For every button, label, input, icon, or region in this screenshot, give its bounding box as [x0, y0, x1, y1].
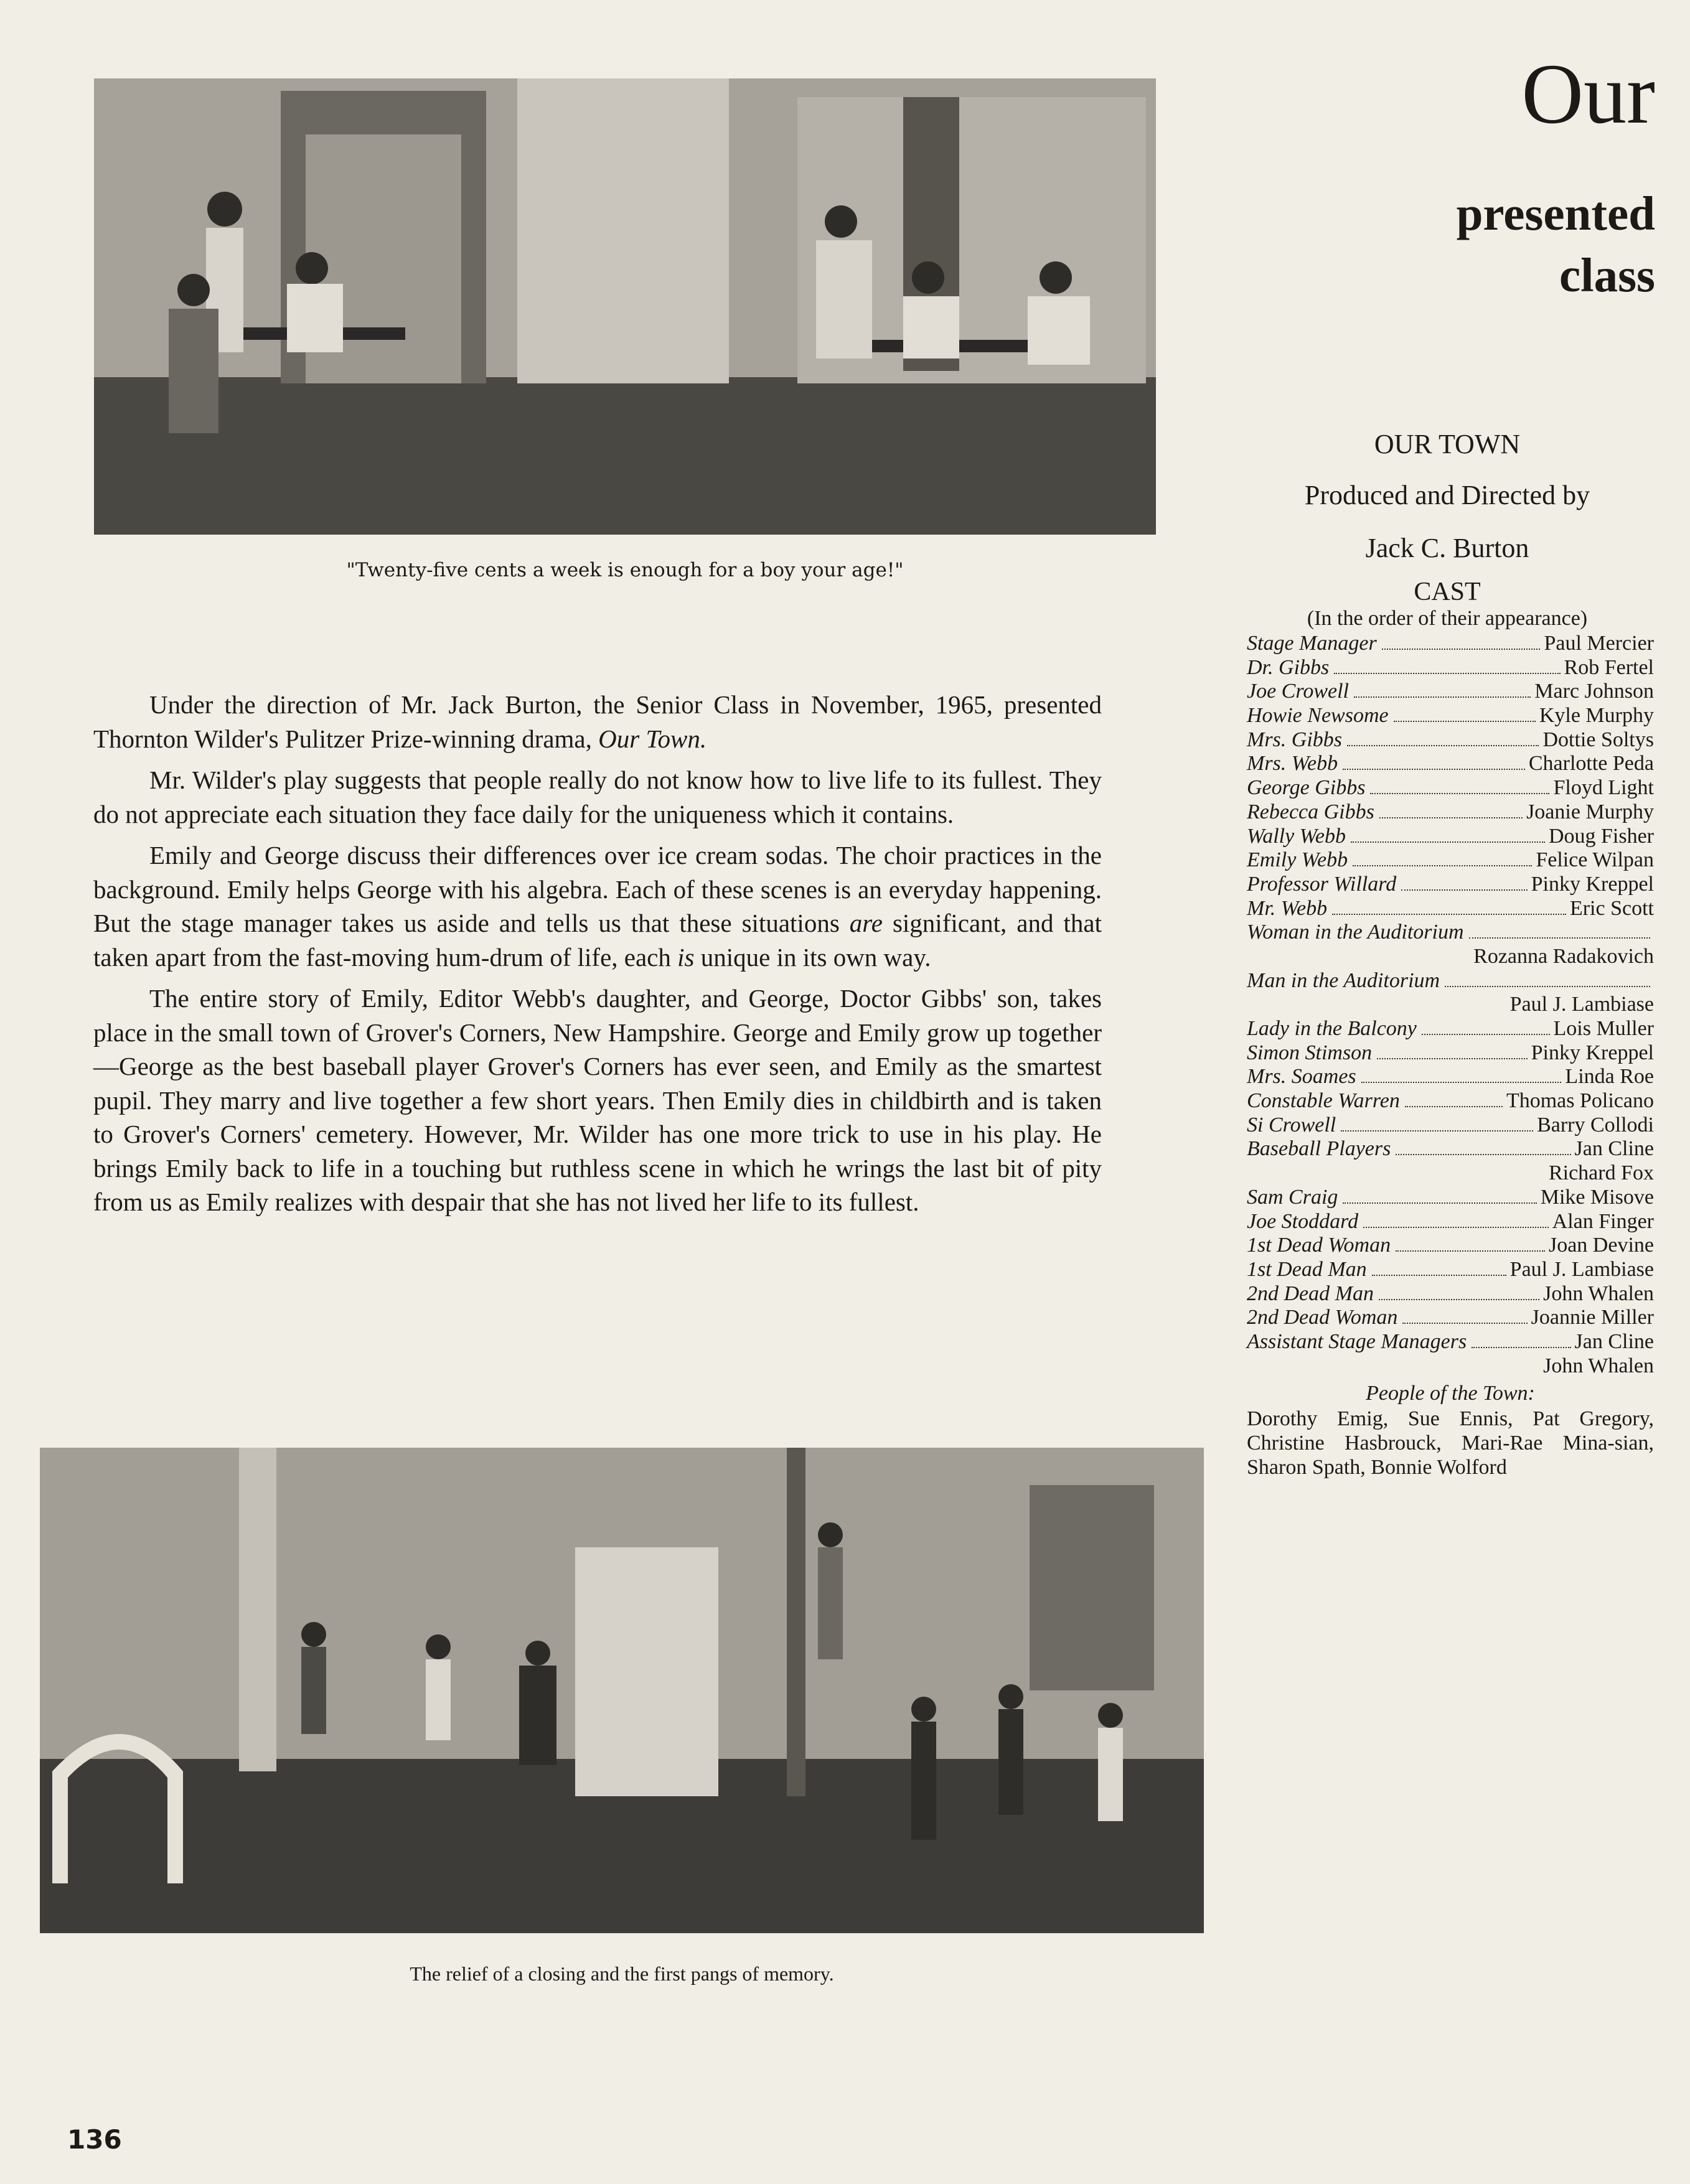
- cast-row: [1247, 752, 1654, 776]
- dot-leader: [1343, 1202, 1536, 1204]
- article-paragraph: The entire story of Emily, Editor Webb's daughter, and George, Doctor Gibbs' son, takes place in the small town of Grover's Corners, New Hampshire. George and Emily grow up together—George as the best baseball player Grover's Corners has ever seen, and Emily as the smartest pupil. They marry and live together a few short years. Then Emily dies in childbirth and is taken to Grover's Corners' cemetery. However, Mr. Wilder has one more trick to use in his play. He brings Emily back to life in a touching but ruthless scene in which he wrings the last bit of pity from us as Emily realizes with despair that she has not lived her life to its fullest.: [93, 984, 1102, 1216]
- cast-role: Wally Webb: [1247, 824, 1346, 848]
- cast-row: [1247, 1330, 1654, 1354]
- cast-role: Mrs. Gibbs: [1247, 728, 1343, 751]
- cast-actor: Paul J. Lambiase: [1509, 1257, 1654, 1281]
- program-produced-line: Produced and Directed by: [1304, 480, 1590, 510]
- dot-leader: [1382, 649, 1541, 650]
- cast-actor: Alan Finger: [1552, 1209, 1654, 1233]
- cast-actor: Thomas Policano: [1506, 1089, 1654, 1113]
- cast-role: Woman in the Auditorium: [1247, 921, 1464, 944]
- dot-leader: [1422, 1034, 1550, 1035]
- cast-actor: Richard Fox: [1548, 1161, 1654, 1185]
- dot-leader: [1379, 817, 1523, 818]
- heading-subtitle-2: class: [1559, 248, 1655, 302]
- cast-role: Mrs. Webb: [1247, 752, 1338, 776]
- cast-actor: Pinky Kreppel: [1531, 872, 1654, 896]
- cast-actor: Pinky Kreppel: [1531, 1041, 1654, 1064]
- cast-order-note: (In the order of their appearance): [1307, 607, 1588, 630]
- cast-role: Joe Crowell: [1247, 680, 1349, 703]
- dot-leader: [1372, 1275, 1506, 1276]
- cast-actor: Joanie Murphy: [1526, 800, 1654, 823]
- cast-role: Assistant Stage Managers: [1247, 1329, 1467, 1353]
- cast-row: [1247, 1210, 1654, 1234]
- cast-actor: Rozanna Radakovich: [1473, 944, 1654, 968]
- cast-row: [1247, 1306, 1654, 1330]
- cast-row: [1247, 656, 1654, 680]
- cast-role: Simon Stimson: [1247, 1041, 1373, 1064]
- dot-leader: [1405, 1106, 1503, 1107]
- dot-leader: [1334, 673, 1560, 674]
- people-of-town-label: People of the Town:: [1366, 1382, 1535, 1405]
- cast-actor: John Whalen: [1543, 1354, 1654, 1377]
- dot-leader: [1351, 841, 1545, 843]
- cast-row: [1247, 993, 1654, 1017]
- cast-row: [1247, 728, 1654, 752]
- cast-role: Man in the Auditorium: [1247, 968, 1440, 992]
- cast-actor: Felice Wilpan: [1536, 848, 1654, 872]
- heading-title: Our: [1521, 46, 1655, 141]
- dot-leader: [1377, 1058, 1527, 1059]
- cast-row: [1247, 1137, 1654, 1161]
- cast-row: [1247, 945, 1654, 969]
- cast-actor: Joan Devine: [1548, 1234, 1654, 1257]
- cast-row: [1247, 1282, 1654, 1306]
- dot-leader: [1332, 914, 1566, 915]
- dot-leader: [1394, 721, 1536, 722]
- cast-role: 1st Dead Woman: [1247, 1234, 1391, 1257]
- cast-actor: Barry Collodi: [1537, 1113, 1654, 1137]
- dot-leader: [1343, 769, 1525, 770]
- dot-leader: [1353, 865, 1532, 866]
- cast-role: Professor Willard: [1247, 872, 1397, 896]
- cast-row: [1247, 680, 1654, 704]
- article-paragraph: Under the direction of Mr. Jack Burton, the Senior Class in November, 1965, presented Thornton Wilder's Pulitzer Prize-winning drama, Our Town.: [93, 690, 1102, 753]
- cast-row: [1247, 1017, 1654, 1041]
- cast-label: CAST: [1414, 578, 1481, 606]
- cast-row: [1247, 800, 1654, 825]
- cast-list: [1247, 632, 1654, 1378]
- dot-leader: [1401, 889, 1527, 891]
- cast-row: [1247, 1354, 1654, 1379]
- cast-row: [1247, 704, 1654, 728]
- cast-actor: Joannie Miller: [1531, 1306, 1654, 1329]
- cast-role: Si Crowell: [1247, 1113, 1336, 1137]
- cast-role: Mr. Webb: [1247, 896, 1328, 920]
- article-body: [93, 688, 1102, 1227]
- article-paragraph: Emily and George discuss their differences over ice cream sodas. The choir practices in the background. Emily helps George with his algebra. Each of these scenes is an everyday happening. But the stage manager takes us aside and tells us that these situations are significant, and that taken apart from the fast-moving hum-drum of life, each is unique in its own way.: [93, 841, 1102, 972]
- cast-actor: Jan Cline: [1574, 1137, 1654, 1161]
- cast-row: [1247, 921, 1654, 945]
- bottom-photo-caption: The relief of a closing and the first pangs of memory.: [410, 1962, 834, 1985]
- heading-subtitle-1: presented: [1456, 187, 1655, 240]
- cast-role: Emily Webb: [1247, 848, 1348, 872]
- cast-actor: John Whalen: [1543, 1282, 1654, 1305]
- cast-role: Joe Stoddard: [1247, 1209, 1359, 1233]
- cast-row: [1247, 1089, 1654, 1113]
- cast-role: 2nd Dead Woman: [1247, 1306, 1398, 1329]
- program-director: Jack C. Burton: [1365, 533, 1529, 563]
- dot-leader: [1341, 1130, 1533, 1132]
- cast-role: Dr. Gibbs: [1247, 655, 1330, 679]
- dot-leader: [1472, 1347, 1570, 1348]
- cast-actor: Charlotte Peda: [1528, 752, 1654, 776]
- dot-leader: [1469, 937, 1650, 939]
- cast-role: Stage Manager: [1247, 632, 1377, 655]
- cast-row: [1247, 1234, 1654, 1258]
- dot-leader: [1361, 1082, 1562, 1083]
- cast-actor: Kyle Murphy: [1539, 704, 1654, 728]
- cast-actor: Doug Fisher: [1548, 824, 1654, 848]
- cast-row: [1247, 897, 1654, 921]
- cast-actor: Jan Cline: [1574, 1329, 1654, 1353]
- cast-row: [1247, 1186, 1654, 1210]
- cast-role: Rebecca Gibbs: [1247, 800, 1374, 823]
- page-number: 136: [67, 2124, 122, 2155]
- cast-actor: Floyd Light: [1553, 776, 1654, 800]
- cast-actor: Mike Misove: [1540, 1185, 1654, 1209]
- cast-actor: Paul J. Lambiase: [1509, 993, 1654, 1016]
- cast-row: [1247, 632, 1654, 656]
- cast-row: [1247, 1161, 1654, 1186]
- cast-actor: Lois Muller: [1553, 1017, 1654, 1040]
- cast-role: Lady in the Balcony: [1247, 1017, 1417, 1040]
- cast-actor: Paul Mercier: [1544, 632, 1654, 655]
- cast-row: [1247, 969, 1654, 993]
- top-stage-photo: [94, 78, 1156, 535]
- cast-role: 2nd Dead Man: [1247, 1282, 1374, 1305]
- dot-leader: [1396, 1154, 1570, 1155]
- cast-role: 1st Dead Man: [1247, 1257, 1367, 1281]
- cast-role: Mrs. Soames: [1247, 1065, 1356, 1089]
- dot-leader: [1354, 696, 1531, 698]
- dot-leader: [1402, 1323, 1527, 1324]
- dot-leader: [1445, 986, 1650, 987]
- bottom-stage-photo: [40, 1448, 1204, 1933]
- cast-row: [1247, 776, 1654, 800]
- play-title-italic: Our Town.: [598, 724, 707, 753]
- cast-row: [1247, 1113, 1654, 1138]
- program-title: OUR TOWN: [1374, 429, 1521, 459]
- dot-leader: [1347, 745, 1539, 746]
- cast-actor: Eric Scott: [1569, 896, 1654, 920]
- cast-row: [1247, 1041, 1654, 1066]
- cast-role: Baseball Players: [1247, 1137, 1391, 1161]
- article-paragraph: Mr. Wilder's play suggests that people really do not know how to live life to its fullest. They do not appreciate each situation they face daily for the uniqueness which it contains.: [93, 766, 1102, 828]
- cast-actor: Marc Johnson: [1534, 680, 1654, 703]
- cast-actor: Rob Fertel: [1564, 655, 1654, 679]
- cast-row: [1247, 825, 1654, 849]
- cast-role: Howie Newsome: [1247, 704, 1389, 728]
- cast-role: Sam Craig: [1247, 1185, 1338, 1209]
- cast-actor: Dottie Soltys: [1542, 728, 1654, 751]
- dot-leader: [1363, 1227, 1549, 1228]
- cast-role: Constable Warren: [1247, 1089, 1400, 1113]
- cast-role: George Gibbs: [1247, 776, 1366, 800]
- cast-row: [1247, 848, 1654, 873]
- cast-actor: Linda Roe: [1565, 1065, 1654, 1089]
- cast-row: [1247, 1258, 1654, 1282]
- dot-leader: [1379, 1299, 1539, 1300]
- cast-row: [1247, 873, 1654, 897]
- dot-leader: [1370, 793, 1549, 794]
- people-of-town-list: Dorothy Emig, Sue Ennis, Pat Gregory, Christine Hasbrouck, Mari-Rae Mina-sian, Sharon Spath, Bonnie Wolford: [1247, 1407, 1654, 1479]
- top-photo-caption: "Twenty-five cents a week is enough for a boy your age!": [346, 559, 904, 581]
- dot-leader: [1396, 1250, 1545, 1252]
- cast-row: [1247, 1065, 1654, 1089]
